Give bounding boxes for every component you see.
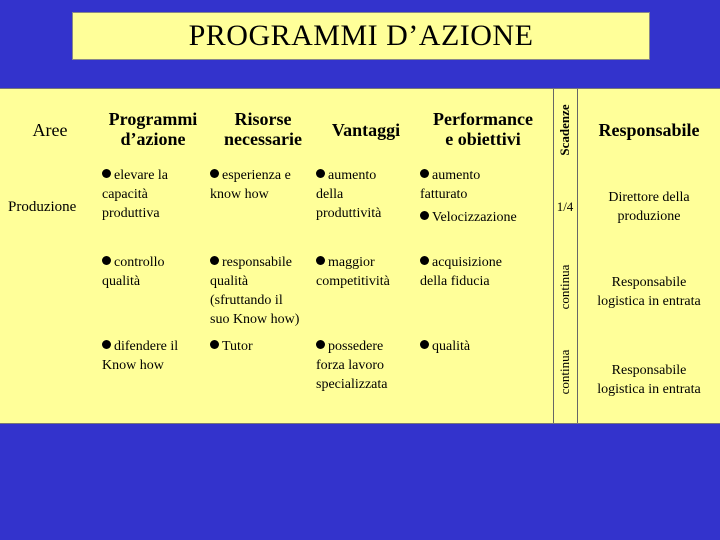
row2-scadenza: continua	[557, 264, 572, 310]
row2-programma-line2: qualità	[102, 274, 141, 289]
header-programmi-line1: Programmi	[108, 109, 198, 129]
row1-programma-line3: produttiva	[102, 206, 160, 221]
row1-vantaggi-line2: della	[316, 187, 344, 202]
header-programmi	[94, 109, 212, 149]
row1-risorse-line2: know how	[210, 187, 269, 202]
bullet-icon	[210, 169, 219, 178]
row3-vantaggi-line2: forza lavoro	[316, 358, 385, 373]
bullet-icon	[210, 340, 219, 349]
header-performance	[420, 109, 546, 149]
row1-vantaggi-text1: aumento	[328, 168, 377, 183]
row3-risorse-line1	[210, 337, 314, 356]
row2-vantaggi-line1	[316, 253, 420, 272]
row1-performance-text3: Velocizzazione	[432, 210, 517, 225]
row1-vantaggi-line3: produttività	[316, 206, 382, 221]
row3-programma-line2: Know how	[102, 358, 164, 373]
row2-risorse-line4: suo Know how)	[210, 312, 300, 327]
row1-vantaggi	[316, 166, 420, 223]
bullet-icon	[102, 169, 111, 178]
row1-programma-text1: elevare la	[114, 168, 169, 183]
row3-risorse-text1: Tutor	[222, 339, 253, 354]
row1-programma-line2: capacità	[102, 187, 148, 202]
header-programmi-line2: d’azione	[120, 129, 186, 149]
action-programs-table	[0, 88, 720, 424]
bullet-icon	[420, 169, 429, 178]
header-vantaggi: Vantaggi	[331, 120, 401, 140]
row3-programma	[102, 337, 206, 375]
row2-programma-text1: controllo	[114, 255, 165, 270]
row2-risorse-line2: qualità	[210, 274, 249, 289]
bullet-icon	[316, 340, 325, 349]
bullet-icon	[102, 256, 111, 265]
row1-performance-text1: aumento	[432, 168, 481, 183]
bullet-icon	[420, 256, 429, 265]
row2-risorse	[210, 253, 314, 329]
row2-responsabile-line1: Responsabile	[611, 275, 687, 290]
row3-performance-text1: qualità	[432, 339, 471, 354]
row2-responsabile-line2: logistica in entrata	[597, 294, 701, 309]
row1-performance-line2: fatturato	[420, 187, 468, 202]
row2-performance	[420, 253, 550, 291]
row1-programma-line1	[102, 166, 206, 185]
row3-scadenza: continua	[557, 349, 572, 395]
row3-responsabile	[582, 361, 716, 399]
bullet-icon	[210, 256, 219, 265]
bullet-icon	[316, 169, 325, 178]
row1-risorse-line1	[210, 166, 314, 185]
row2-vantaggi-text1: maggior	[328, 255, 375, 270]
row2-vantaggi-line2: competitività	[316, 274, 390, 289]
bullet-icon	[420, 211, 429, 220]
header-risorse-line2: necessarie	[224, 129, 302, 149]
row3-risorse	[210, 337, 314, 356]
bullet-icon	[316, 256, 325, 265]
row2-performance-line1	[420, 253, 550, 272]
row3-responsabile-line1: Responsabile	[611, 363, 687, 378]
header-performance-line2: e obiettivi	[445, 129, 521, 149]
row1-risorse	[210, 166, 314, 204]
row3-programma-text1: difendere il	[114, 339, 179, 354]
row3-programma-line1	[102, 337, 206, 356]
row3-vantaggi	[316, 337, 420, 394]
col-divider-scadenze-left	[553, 89, 554, 423]
row1-responsabile-line1: Direttore della	[608, 190, 690, 205]
bullet-icon	[420, 340, 429, 349]
row3-performance-line1	[420, 337, 550, 356]
row1-programma	[102, 166, 206, 223]
row2-vantaggi	[316, 253, 420, 291]
row1-responsabile-line2: produzione	[617, 209, 681, 224]
row3-responsabile-line2: logistica in entrata	[597, 382, 701, 397]
row1-vantaggi-line1	[316, 166, 420, 185]
row1-responsabile	[582, 188, 716, 226]
row2-risorse-text1: responsabile	[222, 255, 292, 270]
row2-responsabile	[582, 273, 716, 311]
row2-programma-line1	[102, 253, 206, 272]
row1-performance-line3	[420, 208, 550, 227]
header-aree: Aree	[32, 120, 68, 140]
row3-vantaggi-line1	[316, 337, 420, 356]
header-responsabile: Responsabile	[598, 120, 700, 140]
col-divider-scadenze-right	[577, 89, 578, 423]
row2-performance-text1: acquisizione	[432, 255, 502, 270]
header-performance-line1: Performance	[433, 109, 533, 129]
row1-performance-line1	[420, 166, 550, 185]
header-scadenze: Scadenze	[557, 104, 572, 156]
page-title: PROGRAMMI D’AZIONE	[72, 12, 650, 60]
header-risorse	[208, 109, 318, 149]
row1-risorse-text1: esperienza e	[222, 168, 291, 183]
row3-vantaggi-text1: possedere	[328, 339, 384, 354]
row1-performance	[420, 166, 550, 227]
row1-scadenza: 1/4	[556, 199, 574, 214]
header-risorse-line1: Risorse	[234, 109, 292, 129]
row2-programma	[102, 253, 206, 291]
row2-risorse-line3: (sfruttando il	[210, 293, 283, 308]
area-produzione: Produzione	[8, 199, 77, 215]
row3-performance	[420, 337, 550, 356]
bullet-icon	[102, 340, 111, 349]
row3-vantaggi-line3: specializzata	[316, 377, 388, 392]
row2-performance-line2: della fiducia	[420, 274, 490, 289]
row2-risorse-line1	[210, 253, 314, 272]
